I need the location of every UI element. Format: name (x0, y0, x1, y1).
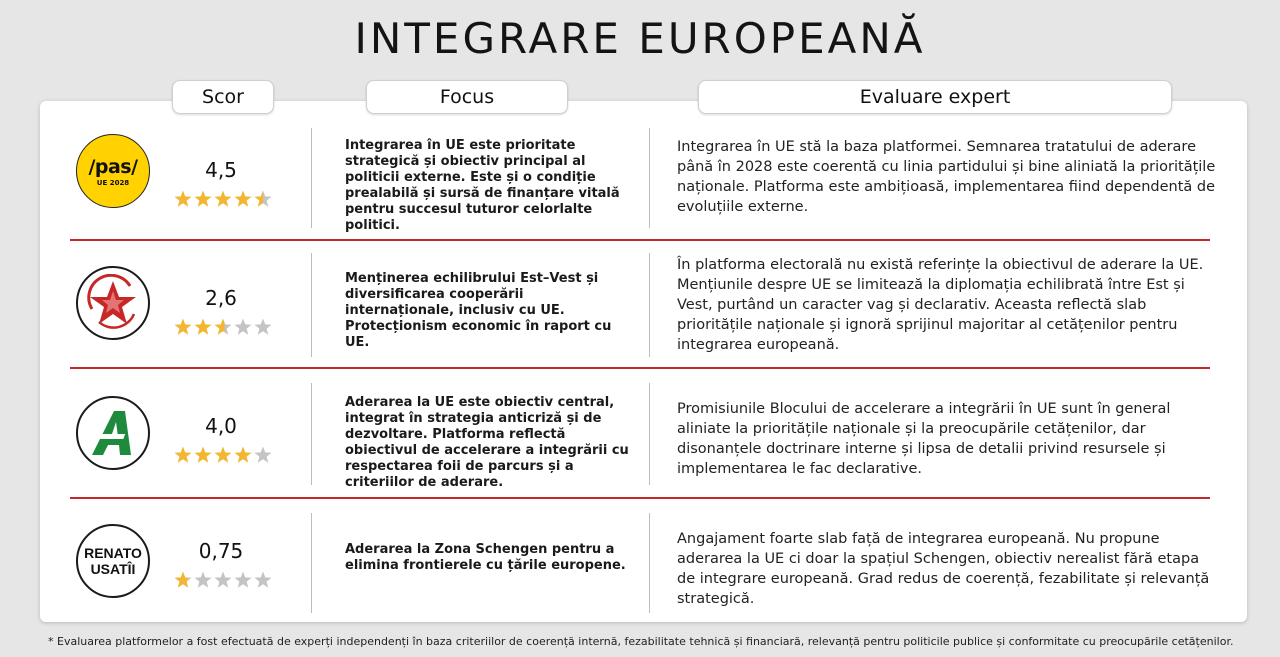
score-value: 0,75 (198, 539, 244, 563)
party-logo (76, 396, 150, 470)
column-divider (311, 253, 312, 357)
column-header-expert: Evaluare expert (698, 80, 1172, 114)
renato-usatii-logo (76, 524, 150, 598)
expert-text: Promisiunile Blocului de accelerare a integrării în UE sunt în general aliniate la prioritățile naționale și la preocupările cetățenilor, dar disonanțele doctrinare interne și lipsa de detalii privind resursele și implementarea le fac declarative. (677, 401, 1171, 477)
focus-text: Aderarea la UE este obiectiv central, integrat în strategia anticriză și de dezvoltare. Platforma reflectă obiectivul de accelerare a integrării cu respectarea foii de parcurs și a criteriilor de aderare. (345, 395, 629, 490)
rating-stars (173, 446, 273, 464)
column-divider (649, 513, 650, 613)
logo-subtext: USATÎI (90, 561, 136, 577)
star-icon (174, 191, 191, 207)
star-icon (234, 191, 251, 207)
column-divider (311, 513, 312, 613)
column-divider (649, 383, 650, 485)
logo-subtext: UE 2028 (96, 178, 130, 187)
page-title: INTEGRARE EUROPEANĂ (354, 14, 926, 63)
star-icon (254, 572, 271, 588)
logo-text: RENATO (84, 545, 142, 561)
star-icon (254, 319, 271, 335)
star-icon (214, 447, 231, 463)
column-divider (311, 383, 312, 485)
expert-text: În platforma electorală nu există referințe la obiectivul de aderare la UE. Mențiunile despre UE se limitează la diplomația echilibrată între Est și Vest, purtând un caracter vag și declarativ. Aceasta reflectă slab prioritățile naționale și ignoră sprijinul majoritar al cetățenilor pentru integrarea europeană. (677, 257, 1204, 353)
column-divider (311, 128, 312, 228)
letter-a-icon (87, 407, 139, 459)
column-divider (649, 253, 650, 357)
rating-stars (173, 318, 273, 336)
star-icon (234, 447, 251, 463)
star-icon (174, 447, 191, 463)
star-icon (194, 191, 211, 207)
focus-text: Menținerea echilibrului Est–Vest și diversificarea cooperării internaționale, inclusiv cu UE. Protecționism economic în raport cu UE. (345, 271, 612, 350)
column-divider (649, 128, 650, 228)
star-icon (194, 319, 211, 335)
star-icon (214, 191, 231, 207)
pas-logo (76, 134, 150, 208)
star-icon (174, 319, 191, 335)
footnote: * Evaluarea platformelor a fost efectuată de experți independenți în baza criteriilor de coerență internă, fezabilitate tehnică și financiară, relevanță pentru politicile publice și conformitate cu preocupările cetățenilor. (48, 635, 1234, 648)
table-row (40, 241, 1247, 369)
red-star-icon (84, 274, 142, 332)
star-icon (174, 572, 191, 588)
star-icon (254, 191, 271, 207)
star-icon (254, 447, 271, 463)
score-value: 4,0 (205, 414, 237, 438)
expert-text: Integrarea în UE stă la baza platformei. Semnarea tratatului de aderare până în 2028 este coerentă cu linia partidului și bine aliniată la prioritățile naționale. Platforma este ambițioasă, implementarea fiind dependentă de evoluțiile externe. (677, 139, 1216, 215)
table-row (40, 369, 1247, 497)
table-row (40, 113, 1247, 241)
column-header-focus: Focus (366, 80, 568, 114)
star-icon (234, 572, 251, 588)
score-value: 4,5 (205, 158, 237, 182)
table-row (40, 499, 1247, 627)
star-icon (194, 572, 211, 588)
expert-text: Angajament foarte slab față de integrarea europeană. Nu propune aderarea la UE ci doar la spațiul Schengen, obiectiv nerealist fără etapa de integrare europeană. Grad redus de coerență, fezabilitate și relevanță strategică. (677, 531, 1210, 607)
rating-stars (173, 190, 273, 208)
score-value: 2,6 (205, 286, 237, 310)
logo-text: /pas/ (88, 155, 138, 178)
column-header-score: Scor (172, 80, 274, 114)
star-icon (194, 447, 211, 463)
star-icon (214, 572, 231, 588)
focus-text: Integrarea în UE este prioritate strategică și obiectiv principal al politicii externe. Este și o condiție prealabilă și sursă de finanțare vitală pentru succesul tuturor celorlalte politici. (345, 138, 620, 233)
rating-stars (173, 571, 273, 589)
star-icon (214, 319, 231, 335)
evaluation-panel (40, 101, 1247, 622)
star-icon (234, 319, 251, 335)
party-logo (76, 266, 150, 340)
focus-text: Aderarea la Zona Schengen pentru a elimina frontierele cu țările europene. (345, 542, 626, 573)
